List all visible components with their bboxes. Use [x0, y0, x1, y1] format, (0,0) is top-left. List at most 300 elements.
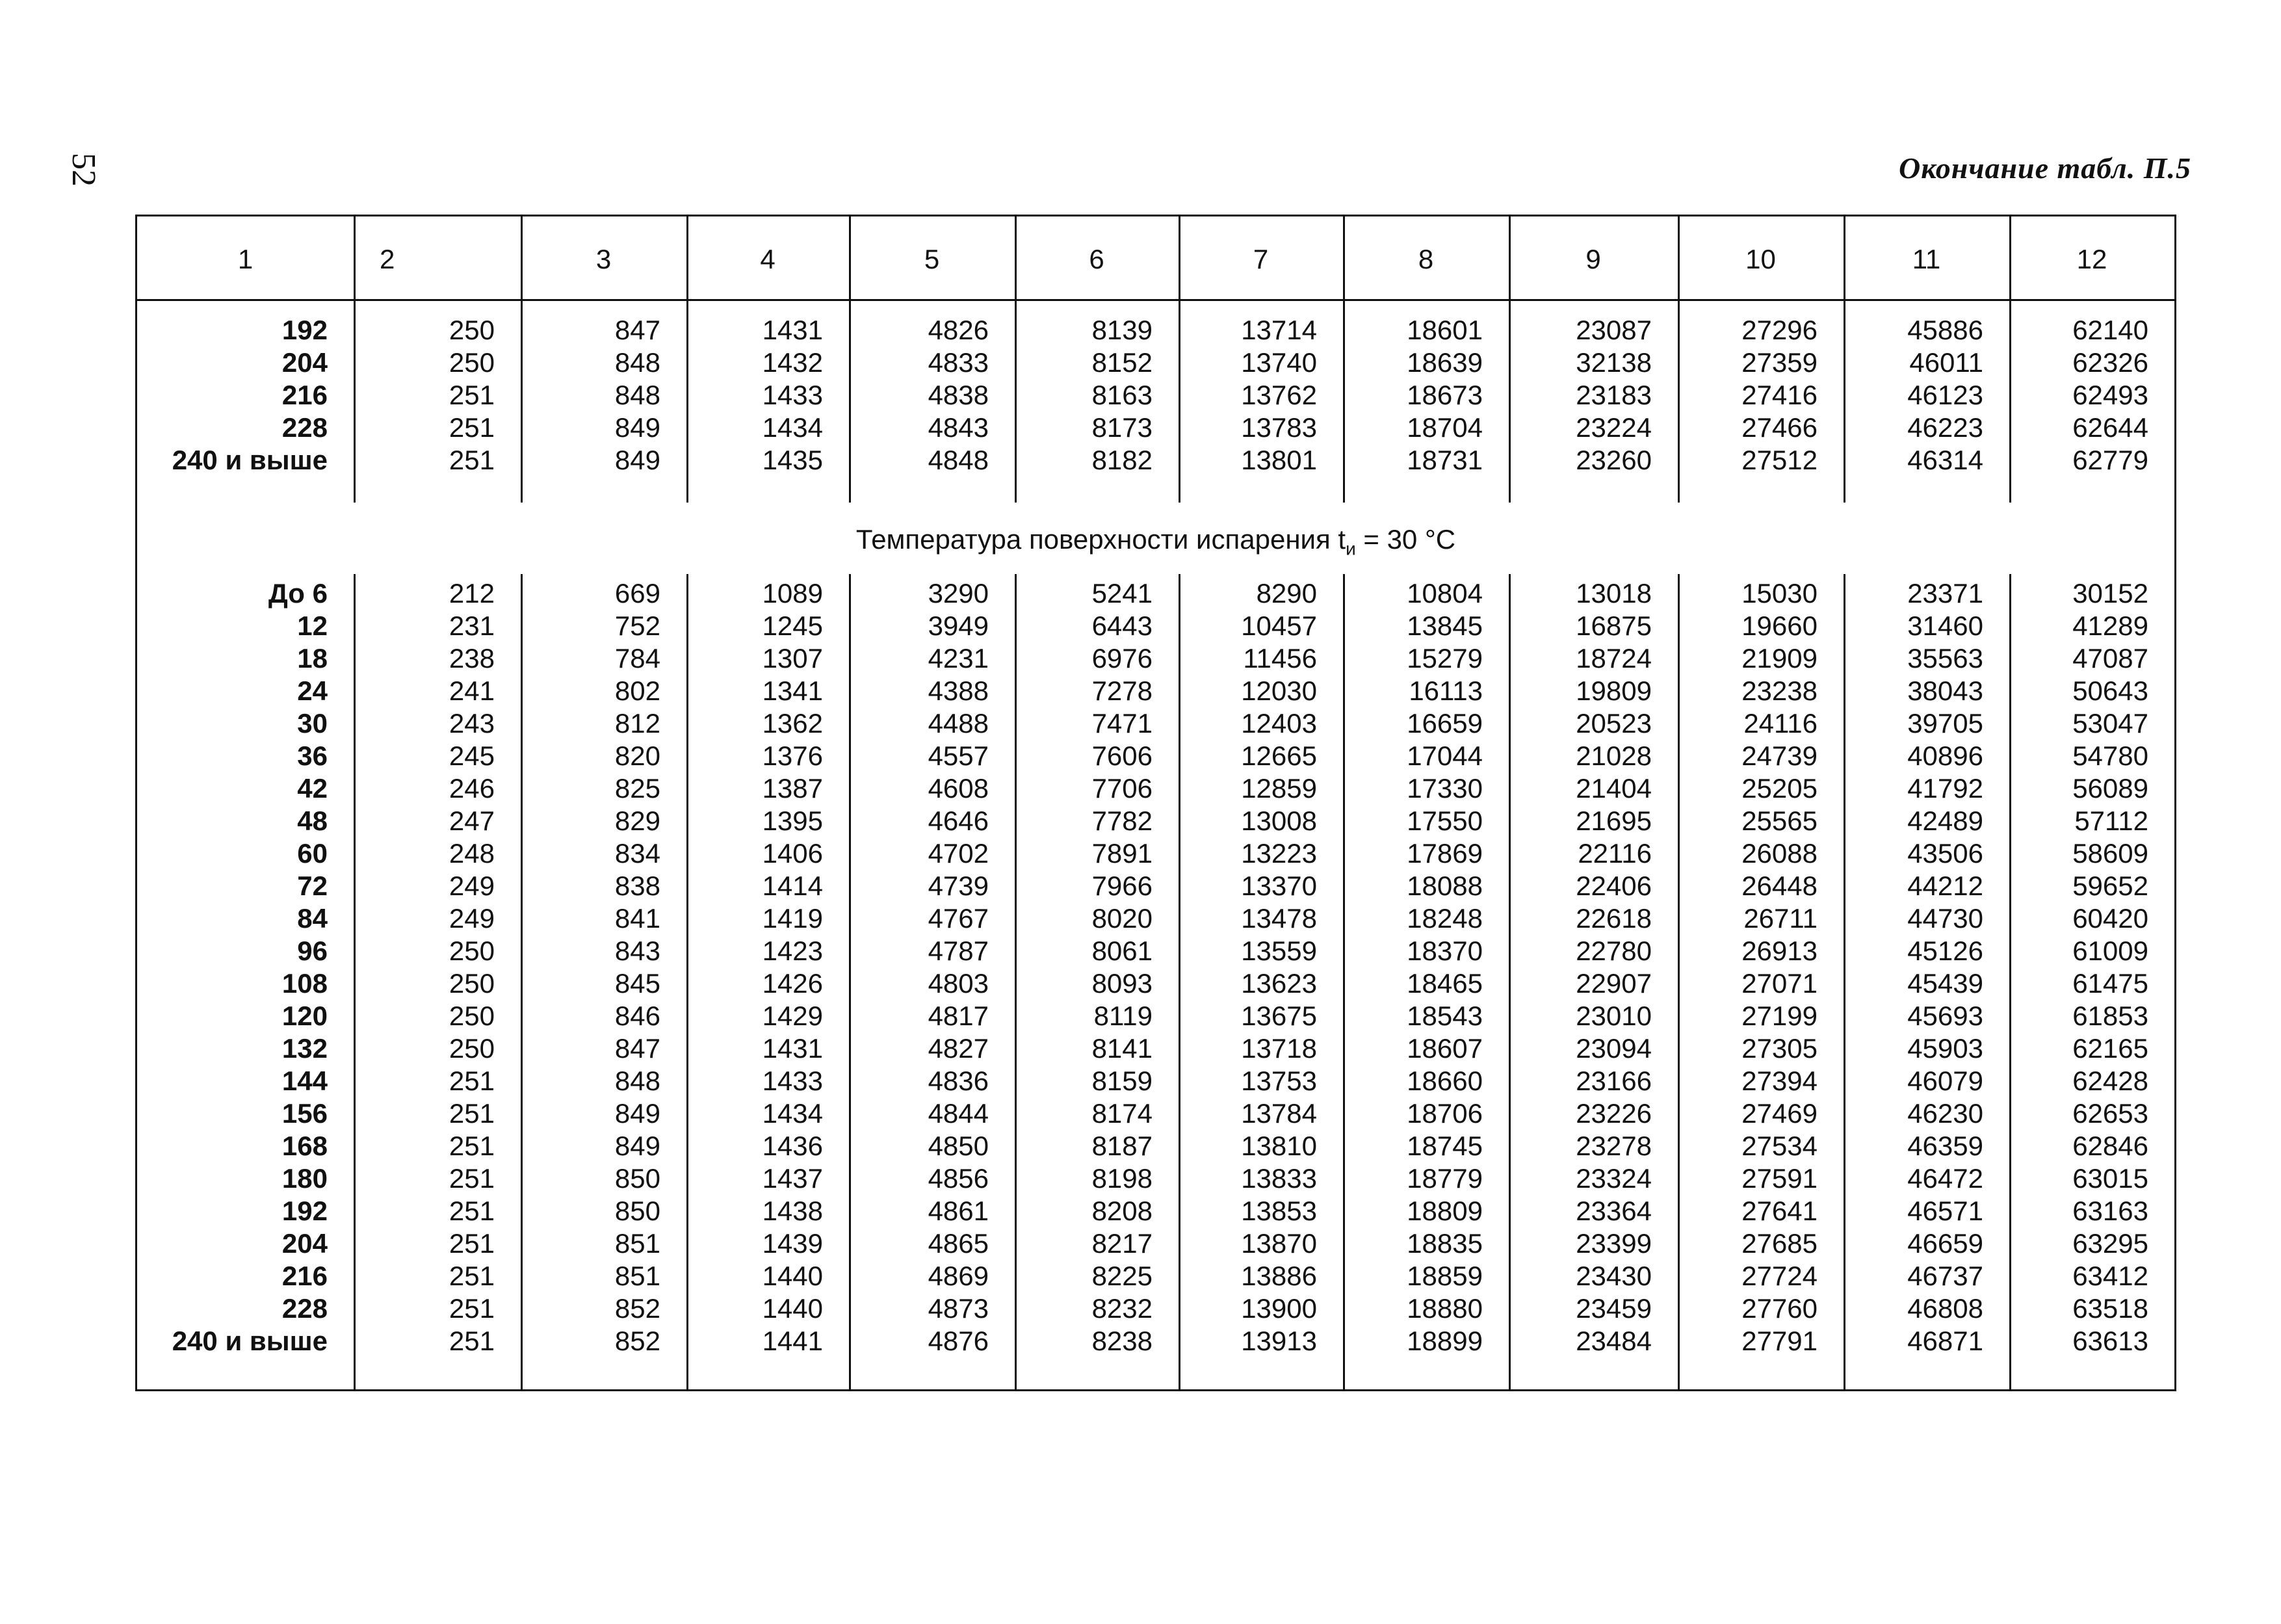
table-cell: 12665 — [1241, 740, 1317, 771]
table-cell: 23459 — [1576, 1293, 1652, 1324]
table-cell: 23224 — [1576, 412, 1652, 443]
table-cell: 4608 — [928, 773, 989, 804]
table-cell: 24739 — [1741, 740, 1818, 771]
value-column — [1576, 314, 1652, 477]
table-cell: 8093 — [1091, 968, 1153, 999]
table-cell: 23364 — [1576, 1196, 1652, 1226]
table-cell: 18724 — [1576, 643, 1652, 674]
column-header: 9 — [1585, 244, 1601, 274]
row-label: 108 — [281, 968, 328, 999]
table-cell: 13762 — [1241, 380, 1317, 410]
table-cell: 62644 — [2072, 412, 2148, 443]
column-divider — [1179, 216, 1180, 1389]
table-cell: 13784 — [1241, 1098, 1317, 1129]
table-cell: 27724 — [1741, 1261, 1818, 1291]
table-cell: 1433 — [762, 380, 823, 410]
value-column — [1907, 314, 1983, 477]
table-cell: 23324 — [1576, 1163, 1652, 1194]
table-cell: 26088 — [1741, 838, 1818, 869]
table-cell: 23094 — [1576, 1033, 1652, 1064]
table-cell: 58609 — [2072, 838, 2148, 869]
column-header: 12 — [2076, 244, 2107, 274]
subheading-prefix: Температура поверхности испарения t — [855, 524, 1346, 555]
table-cell: 46230 — [1907, 1098, 1983, 1129]
table-cell: 13018 — [1576, 578, 1652, 609]
table-cell: 27791 — [1741, 1326, 1818, 1356]
row-label: 84 — [297, 903, 328, 934]
table-cell: 62493 — [2072, 380, 2148, 410]
table-cell: 13223 — [1241, 838, 1317, 869]
column-header: 6 — [1089, 244, 1104, 274]
table-cell: 13845 — [1407, 610, 1483, 641]
table-cell: 7706 — [1091, 773, 1153, 804]
table-cell: 41792 — [1907, 773, 1983, 804]
row-label: 24 — [297, 675, 328, 706]
table-cell: 18639 — [1407, 347, 1483, 378]
table-cell: 251 — [449, 412, 495, 443]
table-cell: 1439 — [762, 1228, 823, 1259]
table-cell: 13559 — [1241, 936, 1317, 966]
table-cell: 4861 — [928, 1196, 989, 1226]
table-cell: 4876 — [928, 1326, 989, 1356]
table-cell: 4856 — [928, 1163, 989, 1194]
table-cell: 8139 — [1091, 315, 1153, 345]
table-cell: 19809 — [1576, 675, 1652, 706]
table-cell: 18248 — [1407, 903, 1483, 934]
table-cell: 13718 — [1241, 1033, 1317, 1064]
table-cell: 812 — [614, 708, 660, 739]
table-cell: 4767 — [928, 903, 989, 934]
section-subheading — [137, 517, 2174, 562]
table-cell: 251 — [449, 1326, 495, 1356]
row-label: До 6 — [268, 578, 328, 609]
table-cell: 62779 — [2072, 445, 2148, 475]
table-cell: 1406 — [762, 838, 823, 869]
table-cell: 46123 — [1907, 380, 1983, 410]
table-cell: 1440 — [762, 1293, 823, 1324]
table-cell: 27534 — [1741, 1131, 1818, 1161]
column-divider — [1678, 216, 1680, 1389]
table-cell: 27305 — [1741, 1033, 1818, 1064]
table-cell: 21695 — [1576, 805, 1652, 836]
table-cell: 1395 — [762, 805, 823, 836]
table-cell: 62165 — [2072, 1033, 2148, 1064]
table-cell: 13008 — [1241, 805, 1317, 836]
table-cell: 13853 — [1241, 1196, 1317, 1226]
value-column — [449, 314, 495, 477]
table-cell: 1438 — [762, 1196, 823, 1226]
table-cell: 27359 — [1741, 347, 1818, 378]
table-cell: 45903 — [1907, 1033, 1983, 1064]
table-cell: 32138 — [1576, 347, 1652, 378]
table-cell: 23484 — [1576, 1326, 1652, 1356]
table-cell: 13714 — [1241, 315, 1317, 345]
column-header: 7 — [1253, 244, 1269, 274]
table-cell: 846 — [614, 1001, 660, 1031]
table-cell: 8173 — [1091, 412, 1153, 443]
table-cell: 251 — [449, 1293, 495, 1324]
table-cell: 1436 — [762, 1131, 823, 1161]
value-column — [1241, 314, 1317, 477]
table-cell: 248 — [449, 838, 495, 869]
table-cell: 27416 — [1741, 380, 1818, 410]
table-cell: 23260 — [1576, 445, 1652, 475]
table-cell: 18673 — [1407, 380, 1483, 410]
table-cell: 851 — [614, 1261, 660, 1291]
table-cell: 1307 — [762, 643, 823, 674]
table-cell: 16659 — [1407, 708, 1483, 739]
table-cell: 63015 — [2072, 1163, 2148, 1194]
table-caption: Окончание табл. П.5 — [1899, 151, 2191, 185]
column-divider — [1343, 216, 1345, 1389]
table-cell: 27685 — [1741, 1228, 1818, 1259]
table-cell: 44730 — [1907, 903, 1983, 934]
table-cell: 852 — [614, 1326, 660, 1356]
value-column — [449, 577, 495, 1357]
table-cell: 850 — [614, 1163, 660, 1194]
table-cell: 246 — [449, 773, 495, 804]
column-header: 11 — [1912, 244, 1941, 274]
value-column — [928, 314, 989, 477]
table-cell: 62653 — [2072, 1098, 2148, 1129]
table-cell: 18706 — [1407, 1098, 1483, 1129]
table-cell: 4850 — [928, 1131, 989, 1161]
table-cell: 841 — [614, 903, 660, 934]
table-cell: 17044 — [1407, 740, 1483, 771]
table-cell: 8163 — [1091, 380, 1153, 410]
table-cell: 249 — [449, 871, 495, 901]
table-cell: 22907 — [1576, 968, 1652, 999]
table-cell: 21404 — [1576, 773, 1652, 804]
table-cell: 24116 — [1743, 708, 1818, 739]
table-cell: 1341 — [762, 675, 823, 706]
table-cell: 25205 — [1741, 773, 1818, 804]
table-cell: 848 — [614, 347, 660, 378]
table-cell: 4844 — [928, 1098, 989, 1129]
table-cell: 4869 — [928, 1261, 989, 1291]
table-cell: 13900 — [1241, 1293, 1317, 1324]
table-cell: 1362 — [762, 708, 823, 739]
table-cell: 11456 — [1243, 643, 1317, 674]
table-cell: 250 — [449, 968, 495, 999]
row-label: 192 — [281, 315, 328, 345]
row-label: 204 — [281, 347, 328, 378]
table-cell: 850 — [614, 1196, 660, 1226]
table-cell: 26913 — [1741, 936, 1818, 966]
table-cell: 13370 — [1241, 871, 1317, 901]
table-cell: 251 — [449, 1196, 495, 1226]
header-row — [137, 216, 2174, 301]
value-column — [928, 577, 989, 1357]
value-column — [763, 314, 823, 477]
row-label: 228 — [281, 1293, 328, 1324]
row-label: 12 — [297, 610, 328, 641]
table-cell: 27641 — [1741, 1196, 1818, 1226]
table-cell: 46808 — [1907, 1293, 1983, 1324]
row-label: 168 — [281, 1131, 328, 1161]
table-cell: 13675 — [1241, 1001, 1317, 1031]
table-cell: 7966 — [1091, 871, 1153, 901]
row-label: 132 — [281, 1033, 328, 1064]
table-cell: 18779 — [1407, 1163, 1483, 1194]
table-cell: 4827 — [928, 1033, 989, 1064]
table-cell: 12030 — [1241, 675, 1317, 706]
table-cell: 18543 — [1407, 1001, 1483, 1031]
table-cell: 231 — [449, 610, 495, 641]
table-cell: 7782 — [1091, 805, 1153, 836]
column-divider — [1844, 216, 1845, 1389]
table-cell: 251 — [449, 1098, 495, 1129]
table-cell: 21909 — [1741, 643, 1818, 674]
table-cell: 802 — [614, 675, 660, 706]
table-cell: 38043 — [1907, 675, 1983, 706]
table-cell: 1387 — [762, 773, 823, 804]
table-cell: 45126 — [1907, 936, 1983, 966]
table-cell: 3949 — [928, 610, 989, 641]
row-label: 240 и выше — [172, 1326, 328, 1356]
value-column — [1407, 577, 1483, 1357]
row-label: 156 — [281, 1098, 328, 1129]
table-cell: 13478 — [1241, 903, 1317, 934]
data-table — [135, 215, 2176, 1391]
table-cell: 4231 — [928, 643, 989, 674]
table-cell: 18660 — [1407, 1066, 1483, 1096]
row-label: 216 — [281, 380, 328, 410]
table-cell: 1434 — [762, 412, 823, 443]
table-cell: 1434 — [762, 1098, 823, 1129]
table-cell: 63163 — [2072, 1196, 2148, 1226]
table-cell: 27296 — [1741, 315, 1818, 345]
table-cell: 8225 — [1091, 1261, 1153, 1291]
table-cell: 7278 — [1091, 675, 1153, 706]
table-cell: 18088 — [1407, 871, 1483, 901]
table-cell: 17330 — [1407, 773, 1483, 804]
table-cell: 1429 — [762, 1001, 823, 1031]
table-cell: 16875 — [1576, 610, 1652, 641]
page-number: 52 — [65, 153, 102, 187]
table-cell: 18899 — [1407, 1326, 1483, 1356]
table-cell: 54780 — [2072, 740, 2148, 771]
table-cell: 10804 — [1407, 578, 1483, 609]
row-label: 96 — [297, 936, 328, 966]
row-label: 216 — [281, 1261, 328, 1291]
table-cell: 1426 — [762, 968, 823, 999]
table-cell: 4488 — [928, 708, 989, 739]
table-cell: 4838 — [928, 380, 989, 410]
table-cell: 1376 — [762, 740, 823, 771]
table-cell: 847 — [614, 315, 660, 345]
row-label: 30 — [297, 708, 328, 739]
table-cell: 849 — [614, 445, 660, 475]
table-cell: 251 — [449, 1066, 495, 1096]
table-cell: 23238 — [1741, 675, 1818, 706]
table-cell: 18880 — [1407, 1293, 1483, 1324]
table-cell: 238 — [449, 643, 495, 674]
table-cell: 63613 — [2072, 1326, 2148, 1356]
table-cell: 4833 — [928, 347, 989, 378]
table-cell: 46871 — [1907, 1326, 1983, 1356]
subheading-suffix: = 30 °C — [1355, 524, 1456, 555]
table-cell: 22618 — [1576, 903, 1652, 934]
table-cell: 27199 — [1741, 1001, 1818, 1031]
column-divider — [354, 216, 356, 1389]
table-cell: 13740 — [1241, 347, 1317, 378]
table-cell: 10457 — [1241, 610, 1317, 641]
table-cell: 4803 — [928, 968, 989, 999]
table-cell: 22406 — [1576, 871, 1652, 901]
table-cell: 27469 — [1741, 1098, 1818, 1129]
table-cell: 18809 — [1407, 1196, 1483, 1226]
table-cell: 847 — [614, 1033, 660, 1064]
table-cell: 1431 — [762, 1033, 823, 1064]
table-cell: 250 — [449, 315, 495, 345]
table-cell: 26711 — [1743, 903, 1818, 934]
table-cell: 13810 — [1241, 1131, 1317, 1161]
table-cell: 6443 — [1091, 610, 1153, 641]
table-cell: 60420 — [2072, 903, 2148, 934]
table-cell: 848 — [614, 380, 660, 410]
table-cell: 1441 — [762, 1326, 823, 1356]
table-cell: 4702 — [928, 838, 989, 869]
table-cell: 18745 — [1407, 1131, 1483, 1161]
table-cell: 838 — [614, 871, 660, 901]
table-cell: 8152 — [1091, 347, 1153, 378]
table-cell: 62846 — [2072, 1131, 2148, 1161]
table-cell: 18465 — [1407, 968, 1483, 999]
table-cell: 25565 — [1741, 805, 1818, 836]
table-cell: 8198 — [1091, 1163, 1153, 1194]
table-cell: 23430 — [1576, 1261, 1652, 1291]
table-cell: 4388 — [928, 675, 989, 706]
table-cell: 820 — [614, 740, 660, 771]
table-cell: 23278 — [1576, 1131, 1652, 1161]
value-column — [1576, 577, 1652, 1357]
table-cell: 15279 — [1407, 643, 1483, 674]
table-cell: 247 — [449, 805, 495, 836]
table-cell: 39705 — [1907, 708, 1983, 739]
table-cell: 250 — [449, 347, 495, 378]
table-cell: 4826 — [928, 315, 989, 345]
value-column — [2072, 577, 2148, 1357]
table-cell: 245 — [449, 740, 495, 771]
table-cell: 35563 — [1907, 643, 1983, 674]
value-column — [1907, 577, 1983, 1357]
table-cell: 13623 — [1241, 968, 1317, 999]
table-cell: 8238 — [1091, 1326, 1153, 1356]
table-cell: 848 — [614, 1066, 660, 1096]
table-cell: 8141 — [1091, 1033, 1153, 1064]
row-label: 180 — [281, 1163, 328, 1194]
table-cell: 8020 — [1091, 903, 1153, 934]
table-cell: 13783 — [1241, 412, 1317, 443]
table-cell: 829 — [614, 805, 660, 836]
table-cell: 752 — [614, 610, 660, 641]
column-divider — [521, 216, 523, 1389]
row-label: 192 — [281, 1196, 328, 1226]
table-cell: 1414 — [762, 871, 823, 901]
table-cell: 1440 — [762, 1261, 823, 1291]
table-cell: 17869 — [1407, 838, 1483, 869]
table-cell: 3290 — [928, 578, 989, 609]
table-cell: 46472 — [1907, 1163, 1983, 1194]
table-cell: 5241 — [1091, 578, 1153, 609]
table-cell: 22116 — [1578, 838, 1652, 869]
table-cell: 27466 — [1741, 412, 1818, 443]
table-cell: 4646 — [928, 805, 989, 836]
table-cell: 56089 — [2072, 773, 2148, 804]
table-cell: 27760 — [1741, 1293, 1818, 1324]
column-header: 3 — [595, 244, 612, 274]
column-header: 5 — [924, 244, 940, 274]
table-cell: 45439 — [1907, 968, 1983, 999]
row-label: 144 — [281, 1066, 328, 1096]
table-cell: 18731 — [1407, 445, 1483, 475]
row-label-column — [172, 577, 328, 1357]
table-cell: 23226 — [1576, 1098, 1652, 1129]
table-cell: 19660 — [1741, 610, 1818, 641]
column-header: 10 — [1745, 244, 1776, 274]
table-cell: 18601 — [1407, 315, 1483, 345]
table-cell: 46737 — [1907, 1261, 1983, 1291]
table-cell: 8159 — [1091, 1066, 1153, 1096]
value-column — [2072, 314, 2148, 477]
table-cell: 23183 — [1576, 380, 1652, 410]
table-cell: 784 — [614, 643, 660, 674]
value-column — [1741, 577, 1818, 1357]
table-cell: 18704 — [1407, 412, 1483, 443]
value-column — [1092, 314, 1153, 477]
value-column — [615, 577, 660, 1357]
table-cell: 4843 — [928, 412, 989, 443]
table-cell: 4873 — [928, 1293, 989, 1324]
table-cell: 825 — [614, 773, 660, 804]
table-cell: 13833 — [1241, 1163, 1317, 1194]
table-cell: 46011 — [1909, 347, 1983, 378]
table-cell: 26448 — [1741, 871, 1818, 901]
table-cell: 250 — [449, 936, 495, 966]
table-cell: 1437 — [762, 1163, 823, 1194]
table-cell: 212 — [449, 578, 495, 609]
table-cell: 13870 — [1241, 1228, 1317, 1259]
table-cell: 834 — [614, 838, 660, 869]
value-column — [763, 577, 823, 1357]
table-cell: 1089 — [762, 578, 823, 609]
table-cell: 61475 — [2072, 968, 2148, 999]
table-cell: 13801 — [1241, 445, 1317, 475]
table-cell: 46314 — [1907, 445, 1983, 475]
table-cell: 8290 — [1256, 578, 1317, 609]
table-cell: 62428 — [2072, 1066, 2148, 1096]
table-cell: 251 — [449, 1163, 495, 1194]
table-cell: 1432 — [762, 347, 823, 378]
table-cell: 669 — [614, 578, 660, 609]
row-label: 48 — [297, 805, 328, 836]
table-cell: 27591 — [1741, 1163, 1818, 1194]
table-cell: 849 — [614, 1131, 660, 1161]
table-cell: 57112 — [2074, 805, 2148, 836]
table-cell: 62326 — [2072, 347, 2148, 378]
table-cell: 4557 — [928, 740, 989, 771]
value-column — [1241, 577, 1317, 1357]
table-cell: 849 — [614, 1098, 660, 1129]
table-cell: 42489 — [1907, 805, 1983, 836]
table-cell: 27512 — [1741, 445, 1818, 475]
row-label: 18 — [297, 643, 328, 674]
table-cell: 46659 — [1907, 1228, 1983, 1259]
table-cell: 59652 — [2072, 871, 2148, 901]
table-cell: 15030 — [1741, 578, 1818, 609]
table-cell: 16113 — [1409, 675, 1483, 706]
